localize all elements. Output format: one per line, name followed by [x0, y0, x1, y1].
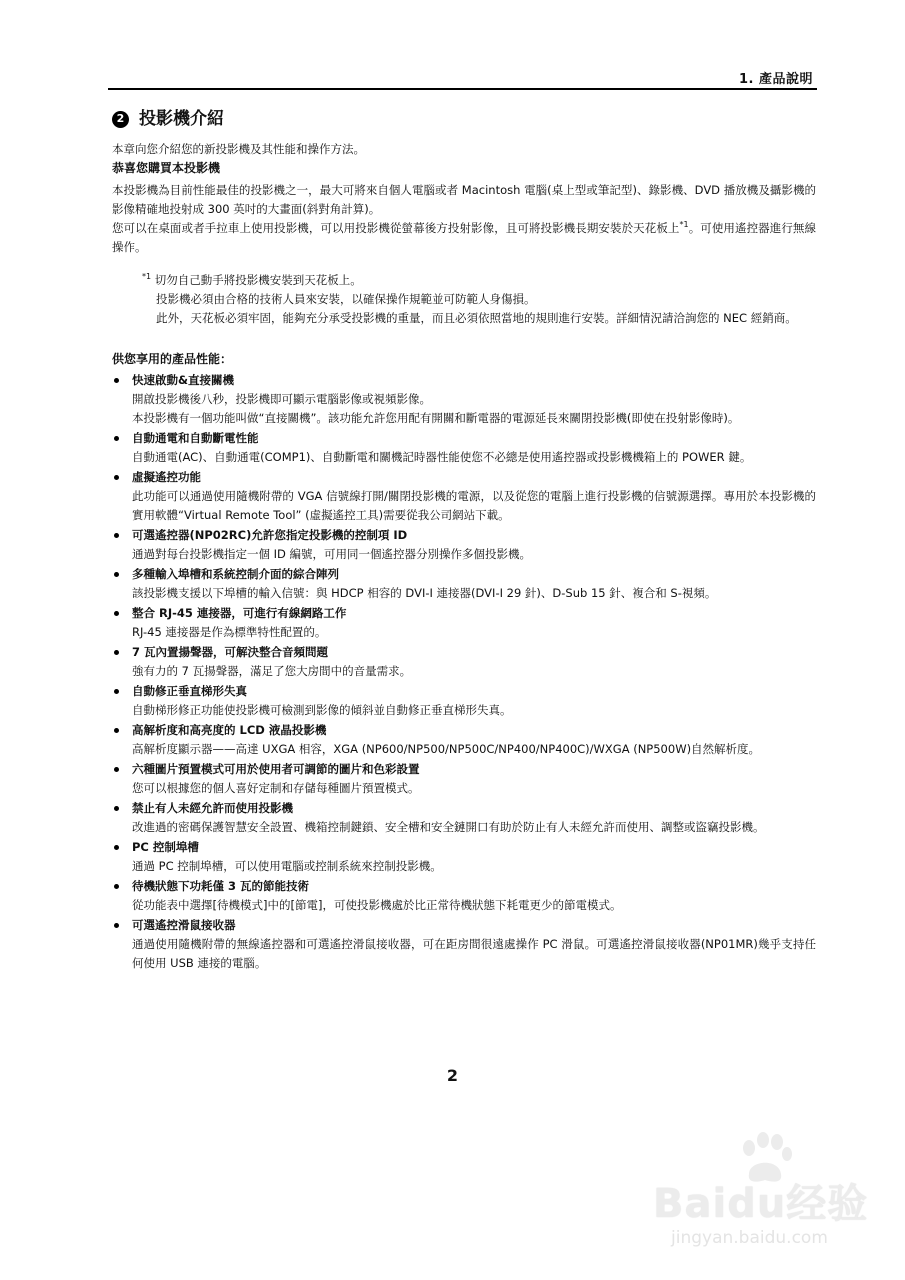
- bullet-icon: [114, 378, 119, 383]
- feature-title: 自動通電和自動斷電性能: [132, 431, 259, 445]
- feature-item: [112, 799, 816, 837]
- feature-description: 自動通電(AC)、自動通電(COMP1)、自動斷電和關機記時器性能使您不必總是使用遙控器或投影機機箱上的 POWER 鍵。: [132, 450, 752, 464]
- watermark-url: jingyan.baidu.com: [671, 1228, 828, 1248]
- bullet-icon: [114, 475, 119, 480]
- footnote-ref: *1: [679, 220, 689, 230]
- footnote: [142, 271, 816, 328]
- feature-item: [112, 604, 816, 642]
- feature-description: 您可以根據您的個人喜好定制和存儲每種圖片預置模式。: [132, 781, 420, 795]
- feature-title: 禁止有人未經允許而使用投影機: [132, 801, 293, 815]
- bullet-icon: [114, 806, 119, 811]
- feature-title: 虛擬遙控功能: [132, 470, 201, 484]
- bullet-icon: [114, 611, 119, 616]
- feature-title: 六種圖片預置模式可用於使用者可調節的圖片和色彩設置: [132, 762, 420, 776]
- bullet-icon: [114, 689, 119, 694]
- feature-description-2: 本投影機有一個功能叫做“直接關機”。該功能允許您用配有開關和斷電器的電源延長來關閉投影機(即使在投射影像時)。: [132, 411, 740, 425]
- footnote-line-1-text: 切勿自己動手將投影機安裝到天花板上。: [154, 273, 362, 287]
- feature-description: 該投影機支援以下埠槽的輸入信號：與 HDCP 相容的 DVI-I 連接器(DVI-I 29 針)、D-Sub 15 針、複合和 S-視頻。: [132, 586, 717, 600]
- congrats-paragraph-2: [112, 219, 816, 257]
- footnote-line-2: 投影機必須由合格的技術人員來安裝，以確保操作規範並可防範人身傷損。: [156, 292, 536, 306]
- bullet-icon: [114, 650, 119, 655]
- feature-title: 快速啟動&直接關機: [132, 373, 235, 387]
- feature-item: [112, 526, 816, 564]
- features-heading: 供您享用的產品性能：: [112, 352, 233, 366]
- chapter-header: 1. 產品說明: [738, 72, 813, 87]
- feature-description: 通過使用隨機附帶的無線遙控器和可選遙控滑鼠接收器，可在距房間很遠處操作 PC 滑鼠。可選遙控滑鼠接收器(NP01MR)幾乎支持任何使用 USB 連接的電腦。: [132, 937, 816, 970]
- congrats-heading: 恭喜您購買本投影機: [112, 161, 221, 175]
- feature-item: [112, 371, 816, 428]
- watermark: [643, 1130, 883, 1250]
- bullet-icon: [114, 845, 119, 850]
- feature-description: 通過 PC 控制埠槽，可以使用電腦或控制系統來控制投影機。: [132, 859, 442, 873]
- section-title: [112, 106, 816, 132]
- bullet-icon: [114, 923, 119, 928]
- feature-description: RJ-45 連接器是作為標準特性配置的。: [132, 625, 327, 639]
- congrats-paragraph-1: 本投影機為目前性能最佳的投影機之一，最大可將來自個人電腦或者 Macintosh 電腦(桌上型或筆記型)、錄影機、DVD 播放機及攝影機的影像精確地投射成 300 英吋的大畫面(斜對角計算)。: [112, 183, 816, 216]
- footnote-line-3: 此外，天花板必須牢固，能夠充分承受投影機的重量，而且必須依照當地的規則進行安裝。詳細情況請洽詢您的 NEC 經銷商。: [156, 311, 797, 325]
- bullet-icon: [114, 436, 119, 441]
- feature-title: 高解析度和高亮度的 LCD 液晶投影機: [132, 723, 327, 737]
- watermark-brand: Baidu经验: [653, 1181, 869, 1227]
- feature-item: [112, 682, 816, 720]
- feature-item: [112, 916, 816, 973]
- footnote-marker: *1: [142, 272, 152, 282]
- bullet-icon: [114, 533, 119, 538]
- feature-title: 整合 RJ-45 連接器，可進行有線網路工作: [132, 606, 347, 620]
- feature-title: 可選遙控器(NP02RC)允許您指定投影機的控制項 ID: [132, 528, 408, 542]
- feature-description: 開啟投影機後八秒，投影機即可顯示電腦影像或視頻影像。: [132, 392, 431, 406]
- feature-item: [112, 565, 816, 603]
- feature-item: [112, 838, 816, 876]
- feature-description: 自動梯形修正功能使投影機可檢測到影像的傾斜並自動修正垂直梯形失真。: [132, 703, 512, 717]
- feature-title: 待機狀態下功耗僅 3 瓦的節能技術: [132, 879, 310, 893]
- feature-title: PC 控制埠槽: [132, 840, 199, 854]
- section-intro: 本章向您介紹您的新投影機及其性能和操作方法。: [112, 142, 365, 156]
- feature-description: 此功能可以通過使用隨機附帶的 VGA 信號線打開/關閉投影機的電源，以及從您的電腦上進行投影機的信號源選擇。專用於本投影機的實用軟體“Virtual Remote Tool” (虛擬遙控工具)需要從我公司網站下載。: [132, 489, 816, 522]
- feature-title: 7 瓦內置揚聲器，可解決整合音頻問題: [132, 645, 329, 659]
- bullet-icon: [114, 767, 119, 772]
- feature-title: 自動修正垂直梯形失真: [132, 684, 247, 698]
- footnote-line-1: [142, 271, 816, 290]
- congrats-paragraph-2-main: 您可以在桌面或者手拉車上使用投影機，可以用投影機從螢幕後方投射影像，且可將投影機長期安裝於天花板上: [112, 221, 680, 235]
- header-rule: [108, 88, 817, 90]
- bullet-icon: [114, 884, 119, 889]
- page-number: 2: [446, 1066, 459, 1085]
- feature-item: [112, 643, 816, 681]
- feature-description: 高解析度顯示器——高達 UXGA 相容，XGA (NP600/NP500/NP500C/NP400/NP400C)/WXGA (NP500W)自然解析度。: [132, 742, 761, 756]
- feature-item: [112, 721, 816, 759]
- feature-item: [112, 760, 816, 798]
- page-content: [112, 106, 816, 974]
- feature-description: 強有力的 7 瓦揚聲器，滿足了您大房間中的音量需求。: [132, 664, 412, 678]
- feature-item: [112, 468, 816, 525]
- section-title-text: 投影機介紹: [139, 109, 224, 129]
- congrats-paragraph-2-end: 。可使用遙控器進行無線操作。: [112, 221, 817, 254]
- section-number-badge: 2: [112, 111, 129, 128]
- feature-item: [112, 877, 816, 915]
- feature-title: 多種輸入埠槽和系統控制介面的綜合陣列: [132, 567, 339, 581]
- feature-list: [112, 371, 816, 973]
- bullet-icon: [114, 572, 119, 577]
- feature-item: [112, 429, 816, 467]
- feature-description: 通過對每台投影機指定一個 ID 編號，可用同一個遙控器分別操作多個投影機。: [132, 547, 532, 561]
- feature-title: 可選遙控滑鼠接收器: [132, 918, 236, 932]
- feature-description: 改進過的密碼保護智慧安全設置、機箱控制鍵鎖、安全槽和安全鏈開口有助於防止有人未經允許而使用、調整或盜竊投影機。: [132, 820, 765, 834]
- bullet-icon: [114, 728, 119, 733]
- feature-description: 從功能表中選擇[待機模式]中的[節電]，可使投影機處於比正常待機狀態下耗電更少的節電模式。: [132, 898, 622, 912]
